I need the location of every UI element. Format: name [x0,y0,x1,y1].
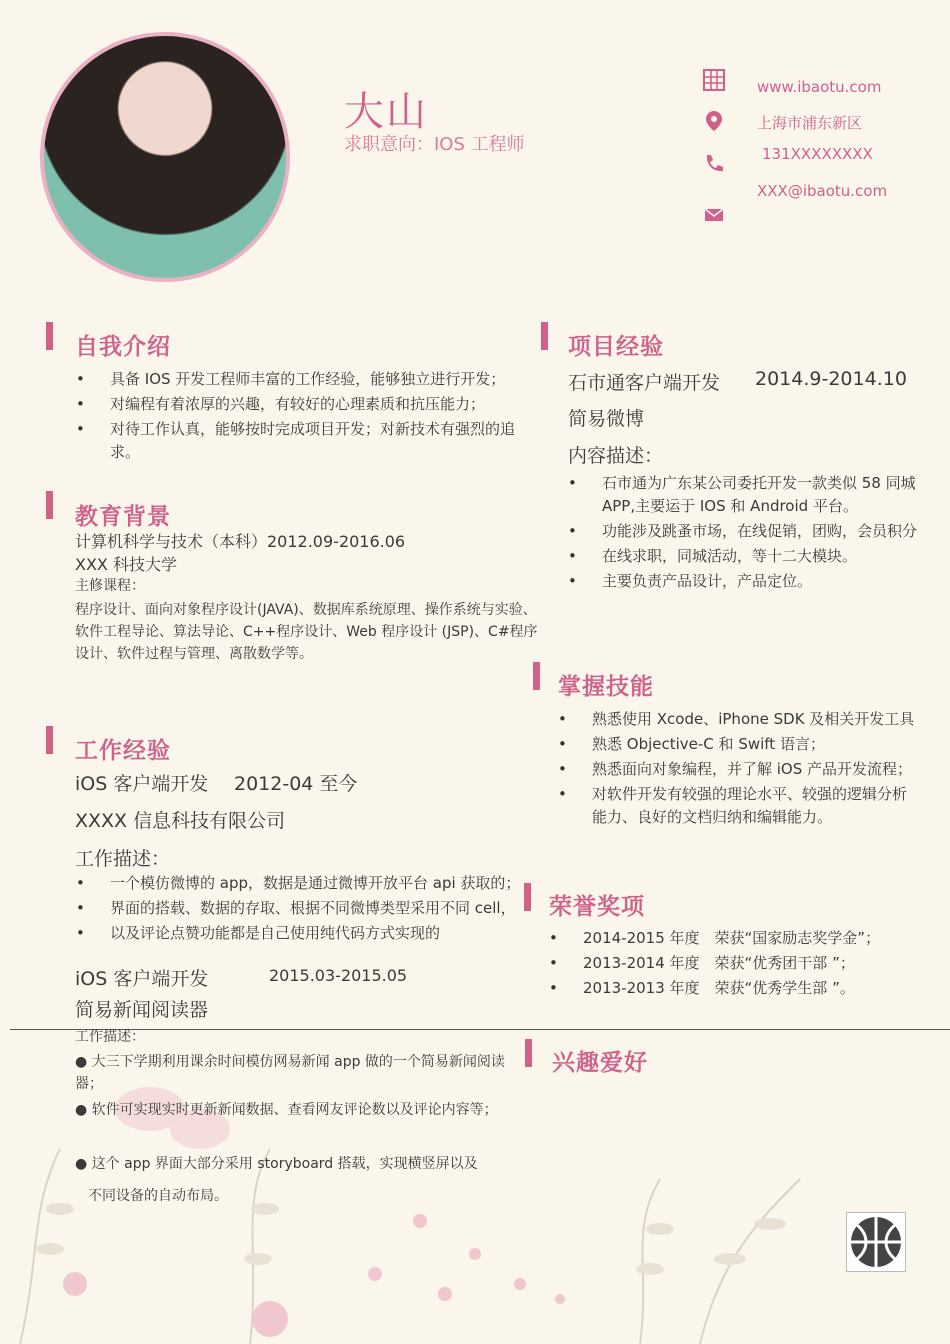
candidate-name: 大山 [344,89,428,135]
list-item: • 功能涉及跳蚤市场，在线促销，团购，会员积分 [568,520,923,543]
list-item: • 界面的搭载、数据的存取、根据不同微博类型采用不同 cell， [76,897,536,920]
job2-company: 简易新闻阅读器 [75,999,209,1021]
contact-website[interactable]: www.ibaotu.com [757,78,882,96]
job2-role: iOS 客户端开发 [75,968,209,990]
mail-icon [703,204,725,226]
project-desc-label: 内容描述： [568,445,664,467]
section-title-education: 教育背景 [75,504,171,530]
list-item: • 对编程有着浓厚的兴趣，有较好的心理素质和抗压能力； [76,393,542,416]
job-intent: 求职意向：IOS 工程师 [344,134,525,155]
job1-company: XXXX 信息科技有限公司 [75,810,286,832]
section-title-self-intro: 自我介绍 [75,334,171,360]
section-marker [524,883,531,911]
job1-role: iOS 客户端开发 [75,773,209,795]
list-item: • 2013-2013 年度 荣获“优秀学生部 ”。 [549,977,939,1000]
project-name: 石市通客户端开发 [568,372,721,394]
skills-list [558,708,918,831]
list-item: • 对待工作认真，能够按时完成项目开发；对新技术有强烈的追求。 [76,418,542,464]
job2-item: ● 这个 app 界面大部分采用 storyboard 搭载，实现横竖屏以及 [75,1156,478,1172]
list-item: • 一个模仿微博的 app，数据是通过微博开放平台 api 获取的； [76,872,536,895]
section-divider [10,1029,950,1030]
basketball-icon [846,1212,906,1272]
job1-desc-list [76,872,536,947]
list-item: • 以及评论点赞功能都是自己使用纯代码方式实现的 [76,922,536,945]
courses-text: 程序设计、面向对象程序设计(JAVA)、数据库系统原理、操作系统与实验、软件工程导论、算法导论、C++程序设计、Web 程序设计 (JSP)、C#程序设计、软件过程与管理、离散数学等。 [75,602,538,662]
list-item: • 在线求职，同城活动，等十二大模块。 [568,545,923,568]
phone-icon [703,153,725,175]
job2-item: ● 大三下学期利用课余时间模仿网易新闻 app 做的一个简易新闻阅读器； [75,1054,505,1092]
list-item: • 石市通为广东某公司委托开发一款类似 58 同城 APP,主要运于 IOS 和 Android 平台。 [568,472,923,518]
self-intro-list [76,368,542,466]
section-title-honors: 荣誉奖项 [549,894,645,920]
project-desc-list [568,472,923,595]
project-sub: 简易微博 [568,408,645,430]
list-item: • 熟悉面向对象编程，并了解 iOS 产品开发流程； [558,758,918,781]
courses-label: 主修课程： [75,578,145,594]
list-item: • 熟悉使用 Xcode、iPhone SDK 及相关开发工具 [558,708,918,731]
job2-period: 2015.03-2015.05 [269,966,408,985]
profile-photo [40,32,290,282]
section-marker [46,322,53,350]
job1-period: 2012-04 至今 [234,773,358,795]
section-title-hobbies: 兴趣爱好 [552,1050,648,1076]
contact-phone: 131XXXXXXXX [762,145,873,163]
list-item: • 2013-2014 年度 荣获“优秀团干部 ”； [549,952,939,975]
section-marker [541,322,548,350]
job2-item: ● 软件可实现实时更新新闻数据、查看网友评论数以及评论内容等； [75,1102,498,1118]
section-marker [525,1039,532,1067]
list-item: • 2014-2015 年度 荣获“国家励志奖学金”； [549,927,939,950]
project-period: 2014.9-2014.10 [755,368,907,390]
job2-item: 不同设备的自动布局。 [88,1188,228,1204]
section-title-skills: 掌握技能 [558,674,654,700]
education-degree: 计算机科学与技术（本科）2012.09-2016.06 [75,532,406,551]
section-marker [46,491,53,519]
contact-address: 上海市浦东新区 [757,114,863,132]
list-item: • 熟悉 Objective-C 和 Swift 语言； [558,733,918,756]
section-marker [46,726,53,754]
section-title-work: 工作经验 [75,738,171,764]
list-item: • 对软件开发有较强的理论水平、较强的逻辑分析能力、良好的文档归纳和编辑能力。 [558,783,918,829]
honors-list [549,927,939,1002]
list-item: • 主要负责产品设计，产品定位。 [568,570,923,593]
job1-desc-label: 工作描述： [75,848,171,870]
location-pin-icon [703,110,725,132]
globe-icon [703,69,725,91]
section-title-project: 项目经验 [568,334,664,360]
section-marker [533,662,540,690]
contact-email[interactable]: XXX@ibaotu.com [757,182,888,200]
education-school: XXX 科技大学 [75,555,177,574]
job2-desc-label: 工作描述： [75,1029,145,1045]
list-item: • 具备 IOS 开发工程师丰富的工作经验，能够独立进行开发； [76,368,542,391]
